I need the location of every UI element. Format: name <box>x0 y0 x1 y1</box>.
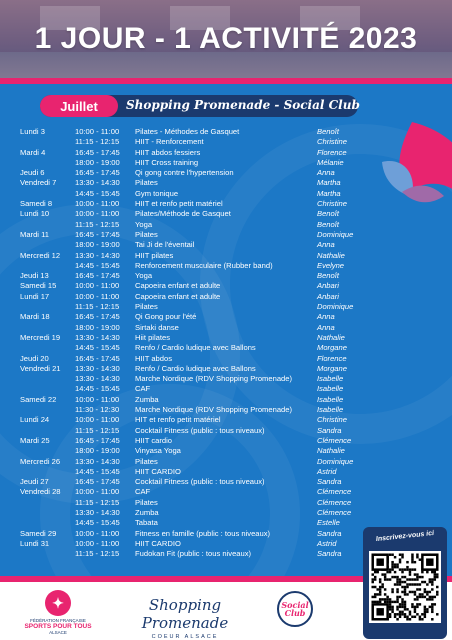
schedule-activity: Pilates <box>135 302 158 312</box>
schedule-time: 11:15 - 12:15 <box>75 219 120 229</box>
schedule-row <box>20 477 397 487</box>
schedule-activity: HIIT cardio <box>135 435 172 445</box>
schedule-coach: Sandra <box>317 549 342 559</box>
schedule-day: Lundi 17 <box>20 291 50 301</box>
schedule-row <box>20 261 397 271</box>
schedule-day <box>20 426 75 436</box>
page-title: 1 JOUR - 1 ACTIVITÉ 2023 <box>34 22 418 55</box>
ffsport-line3: ALSACE <box>49 630 67 635</box>
schedule-activity: Zumba <box>135 507 159 517</box>
schedule-coach: Anna <box>317 168 335 178</box>
schedule-coach: Sandra <box>317 528 342 538</box>
schedule-row <box>20 508 397 518</box>
schedule-activity: Yoga <box>135 219 153 229</box>
schedule-activity: Gym tonique <box>135 188 179 198</box>
schedule-day: Mardi 4 <box>20 147 46 157</box>
schedule-day: Vendredi 7 <box>20 178 57 188</box>
schedule-time: 18:00 - 19:00 <box>75 240 120 250</box>
schedule-coach: Morgane <box>317 343 347 353</box>
schedule-day: Jeudi 13 <box>20 271 49 281</box>
schedule-activity: HIIT CARDIO <box>135 538 181 548</box>
schedule-time: 13:30 - 14:30 <box>75 178 120 188</box>
schedule-time: 10:00 - 11:00 <box>75 127 120 136</box>
schedule-coach: Sandra <box>317 477 342 487</box>
schedule-coach: Sandra <box>317 425 342 435</box>
schedule-row <box>20 518 397 528</box>
month-label: Juillet <box>40 95 118 117</box>
schedule-day: Mardi 25 <box>20 435 50 445</box>
schedule-day: Mardi 11 <box>20 229 49 239</box>
ffsport-line2: SPORTS POUR TOUS <box>24 623 92 630</box>
schedule-row <box>20 302 397 312</box>
schedule-day: Lundi 3 <box>20 127 45 136</box>
schedule-activity: Pilates <box>135 178 158 188</box>
schedule-time: 14:45 - 15:45 <box>75 260 120 270</box>
schedule-day <box>20 549 75 559</box>
schedule-coach: Anbari <box>317 291 339 301</box>
schedule-time: 13:30 - 14:30 <box>75 332 120 342</box>
schedule-row <box>20 374 397 384</box>
schedule-day: Lundi 31 <box>20 538 50 548</box>
schedule-coach: Nathalie <box>317 332 345 342</box>
schedule-time: 16:45 - 17:45 <box>75 271 120 281</box>
schedule-activity: Fitness en famille (public : tous niveaux) <box>135 528 271 538</box>
qr-card[interactable] <box>363 527 447 639</box>
schedule-row <box>20 209 397 219</box>
schedule-coach: Evelyne <box>317 260 345 270</box>
schedule-time: 14:45 - 15:45 <box>75 518 120 528</box>
schedule-row <box>20 281 397 291</box>
schedule-day: Lundi 24 <box>20 415 50 425</box>
schedule-activity: Pilates <box>135 456 158 466</box>
schedule-time: 16:45 - 17:45 <box>75 229 120 239</box>
schedule-time: 13:30 - 14:30 <box>75 374 120 384</box>
schedule-row <box>20 292 397 302</box>
schedule-time: 14:45 - 15:45 <box>75 466 120 476</box>
schedule-coach: Morgane <box>317 363 347 373</box>
schedule-day <box>20 261 75 271</box>
schedule-day: Mercredi 19 <box>20 332 61 342</box>
schedule-day <box>20 240 75 250</box>
schedule-coach: Anna <box>317 312 335 322</box>
schedule-coach: Isabelle <box>317 374 344 384</box>
schedule-time: 16:45 - 17:45 <box>75 168 120 178</box>
schedule-time: 16:45 - 17:45 <box>75 353 120 363</box>
schedule-row <box>20 405 397 415</box>
schedule-time: 10:00 - 11:00 <box>75 415 120 425</box>
schedule-time: 10:00 - 11:00 <box>75 199 120 209</box>
schedule-coach: Benoît <box>317 271 339 281</box>
schedule-coach: Anbari <box>317 281 339 291</box>
schedule-activity: Cocktail Fitness (public : tous niveaux) <box>135 425 265 435</box>
schedule-activity: Tabata <box>135 518 158 528</box>
schedule-coach: Isabelle <box>317 384 344 394</box>
schedule-activity: Hiit pilates <box>135 332 171 342</box>
ffsport-line1: FÉDÉRATION FRANÇAISE <box>30 618 86 623</box>
schedule-row <box>20 384 397 394</box>
schedule-row <box>20 148 397 158</box>
schedule-time: 16:45 - 17:45 <box>75 435 120 445</box>
schedule-activity: Cocktail Fitness (public : tous niveaux) <box>135 477 265 487</box>
schedule-activity: Renfo / Cardio ludique avec Ballons <box>135 363 256 373</box>
venue-label: Shopping Promenade - Social Club <box>126 98 360 112</box>
schedule-day: Jeudi 6 <box>20 168 45 178</box>
schedule-activity: Marche Nordique (RDV Shopping Promenade) <box>135 405 293 415</box>
schedule-day <box>20 508 75 518</box>
schedule-activity: Sirtaki danse <box>135 322 179 332</box>
schedule-row <box>20 446 397 456</box>
schedule-coach: Clémence <box>317 497 352 507</box>
schedule-row <box>20 498 397 508</box>
schedule-coach: Dominique <box>317 456 354 466</box>
ffsport-emblem-icon: ✦ <box>45 590 71 616</box>
schedule-day <box>20 374 75 384</box>
shopping-sub: COEUR ALSACE <box>151 634 219 640</box>
schedule-coach: Dominique <box>317 302 354 312</box>
schedule-time: 10:00 - 11:00 <box>75 291 120 301</box>
schedule-day: Lundi 10 <box>20 209 50 219</box>
schedule-day: Samedi 15 <box>20 281 57 291</box>
schedule-row <box>20 467 397 477</box>
schedule-time: 11:15 - 12:15 <box>75 425 120 435</box>
schedule-row <box>20 168 397 178</box>
schedule-time: 18:00 - 19:00 <box>75 157 120 167</box>
schedule-time: 13:30 - 14:30 <box>75 250 120 260</box>
schedule-time: 10:00 - 11:00 <box>75 281 120 291</box>
schedule-activity: Pilates/Méthode de Gasquet <box>135 209 231 219</box>
schedule-row <box>20 529 397 539</box>
schedule-day <box>20 137 75 147</box>
schedule-day: Mardi 18 <box>20 312 50 322</box>
schedule-activity: Fudokan Fit (public : tous niveaux) <box>135 549 252 559</box>
schedule-coach: Estelle <box>317 518 340 528</box>
schedule-activity: Yoga <box>135 271 153 281</box>
schedule-activity: HIIT pilates <box>135 250 174 260</box>
schedule-row <box>20 220 397 230</box>
schedule-activity: Tai Ji de l'éventail <box>135 240 195 250</box>
schedule-time: 16:45 - 17:45 <box>75 147 120 157</box>
schedule-row <box>20 487 397 497</box>
schedule-day: Vendredi 21 <box>20 363 61 373</box>
ffsport-logo <box>18 590 98 636</box>
schedule-coach: Dominique <box>317 229 354 239</box>
schedule-day <box>20 343 75 353</box>
schedule-coach: Martha <box>317 188 341 198</box>
schedule-coach: Florence <box>317 147 347 157</box>
schedule-coach: Christine <box>317 415 347 425</box>
schedule-coach: Isabelle <box>317 394 344 404</box>
schedule-row <box>20 436 397 446</box>
schedule-table <box>20 127 397 559</box>
schedule-time: 16:45 - 17:45 <box>75 477 120 487</box>
schedule-day <box>20 158 75 168</box>
schedule-row <box>20 426 397 436</box>
schedule-activity: HIIT Cross training <box>135 157 199 167</box>
schedule-row <box>20 158 397 168</box>
schedule-time: 11:15 - 12:15 <box>75 302 120 312</box>
schedule-row <box>20 343 397 353</box>
schedule-coach: Florence <box>317 353 347 363</box>
schedule-day <box>20 518 75 528</box>
schedule-activity: Capoeira enfant et adulte <box>135 291 221 301</box>
schedule-activity: Capoeira enfant et adulte <box>135 281 221 291</box>
shopping-promenade-logo <box>120 596 250 640</box>
schedule-day: Jeudi 27 <box>20 477 49 487</box>
schedule-coach: Clémence <box>317 487 352 497</box>
schedule-day: Samedi 22 <box>20 394 57 404</box>
schedule-time: 13:30 - 14:30 <box>75 456 120 466</box>
schedule-time: 11:15 - 12:15 <box>75 497 120 507</box>
schedule-row <box>20 271 397 281</box>
schedule-day: Samedi 8 <box>20 199 53 209</box>
schedule-activity: CAF <box>135 487 151 497</box>
schedule-activity: Pilates - Méthodes de Gasquet <box>135 127 240 136</box>
schedule-coach: Clémence <box>317 435 352 445</box>
schedule-coach: Mélanie <box>317 157 344 167</box>
schedule-coach: Martha <box>317 178 341 188</box>
schedule-row <box>20 395 397 405</box>
schedule-row <box>20 549 397 559</box>
schedule-time: 16:45 - 17:45 <box>75 312 120 322</box>
schedule-coach: Benoît <box>317 127 339 136</box>
schedule-coach: Nathalie <box>317 250 345 260</box>
schedule-day <box>20 405 75 415</box>
schedule-day: Jeudi 20 <box>20 353 49 363</box>
schedule-day <box>20 323 75 333</box>
schedule-day: Mercredi 12 <box>20 250 61 260</box>
schedule-day <box>20 467 75 477</box>
schedule-time: 10:00 - 11:00 <box>75 538 120 548</box>
schedule-time: 10:00 - 11:00 <box>75 487 120 497</box>
schedule-time: 10:00 - 11:00 <box>75 528 120 538</box>
schedule-row <box>20 333 397 343</box>
schedule-coach: Nathalie <box>317 446 345 456</box>
schedule-row <box>20 230 397 240</box>
schedule-activity: Marche Nordique (RDV Shopping Promenade) <box>135 374 293 384</box>
schedule-time: 18:00 - 19:00 <box>75 322 120 332</box>
schedule-row <box>20 457 397 467</box>
schedule-time: 11:15 - 12:15 <box>75 549 120 559</box>
schedule-row <box>20 323 397 333</box>
social-club-logo: Social Club <box>277 591 313 627</box>
schedule-coach: Anna <box>317 240 335 250</box>
schedule-time: 14:45 - 15:45 <box>75 343 120 353</box>
shopping-name: Shopping Promenade <box>141 596 229 632</box>
schedule-day <box>20 384 75 394</box>
schedule-day <box>20 498 75 508</box>
schedule-coach: Anna <box>317 322 335 332</box>
qr-code-icon[interactable] <box>369 551 441 623</box>
schedule-row <box>20 127 397 137</box>
schedule-time: 18:00 - 19:00 <box>75 446 120 456</box>
schedule-day <box>20 220 75 230</box>
schedule-time: 14:45 - 15:45 <box>75 384 120 394</box>
schedule-day: Vendredi 28 <box>20 487 61 497</box>
schedule-row <box>20 312 397 322</box>
schedule-activity: HIIT abdos fessiers <box>135 147 201 157</box>
schedule-day: Samedi 29 <box>20 528 57 538</box>
schedule-activity: Pilates <box>135 497 158 507</box>
schedule-coach: Benoît <box>317 209 339 219</box>
schedule-time: 11:30 - 12:30 <box>75 405 120 415</box>
schedule-activity: Qi gong contre l'hypertension <box>135 168 234 178</box>
schedule-row <box>20 415 397 425</box>
schedule-coach: Christine <box>317 137 347 147</box>
schedule-activity: HIIT abdos <box>135 353 173 363</box>
schedule-activity: HIT et renfo petit matériel <box>135 415 221 425</box>
schedule-activity: Renfo / Cardio ludique avec Ballons <box>135 343 256 353</box>
schedule-coach: Christine <box>317 199 347 209</box>
schedule-activity: Vinyasa Yoga <box>135 446 181 456</box>
schedule-row <box>20 240 397 250</box>
schedule-activity: HIIT - Renforcement <box>135 137 204 147</box>
schedule-coach: Benoît <box>317 219 339 229</box>
schedule-day <box>20 189 75 199</box>
schedule-row <box>20 364 397 374</box>
schedule-row <box>20 354 397 364</box>
schedule-day: Mercredi 26 <box>20 456 61 466</box>
schedule-row <box>20 178 397 188</box>
month-header-bar <box>40 95 358 117</box>
schedule-time: 13:30 - 14:30 <box>75 363 120 373</box>
schedule-day <box>20 302 75 312</box>
schedule-row <box>20 251 397 261</box>
schedule-coach: Astrid <box>317 466 337 476</box>
schedule-time: 14:45 - 15:45 <box>75 188 120 198</box>
schedule-activity: CAF <box>135 384 151 394</box>
schedule-activity: HIIT et renfo petit matériel <box>135 199 223 209</box>
schedule-activity: Pilates <box>135 229 158 239</box>
schedule-row <box>20 539 397 549</box>
schedule-time: 10:00 - 11:00 <box>75 394 120 404</box>
schedule-day <box>20 446 75 456</box>
schedule-coach: Astrid <box>317 538 337 548</box>
schedule-coach: Clémence <box>317 507 352 517</box>
schedule-coach: Isabelle <box>317 405 344 415</box>
schedule-row <box>20 137 397 147</box>
schedule-row <box>20 189 397 199</box>
schedule-time: 10:00 - 11:00 <box>75 209 120 219</box>
schedule-time: 13:30 - 14:30 <box>75 507 120 517</box>
schedule-activity: Qi Gong pour l'été <box>135 312 197 322</box>
schedule-time: 11:15 - 12:15 <box>75 137 120 147</box>
schedule-activity: Zumba <box>135 394 159 404</box>
schedule-activity: Renforcement musculaire (Rubber band) <box>135 260 273 270</box>
schedule-row <box>20 199 397 209</box>
qr-label: Inscrivez-vous ici <box>375 529 435 544</box>
schedule-activity: HIIT CARDIO <box>135 466 181 476</box>
